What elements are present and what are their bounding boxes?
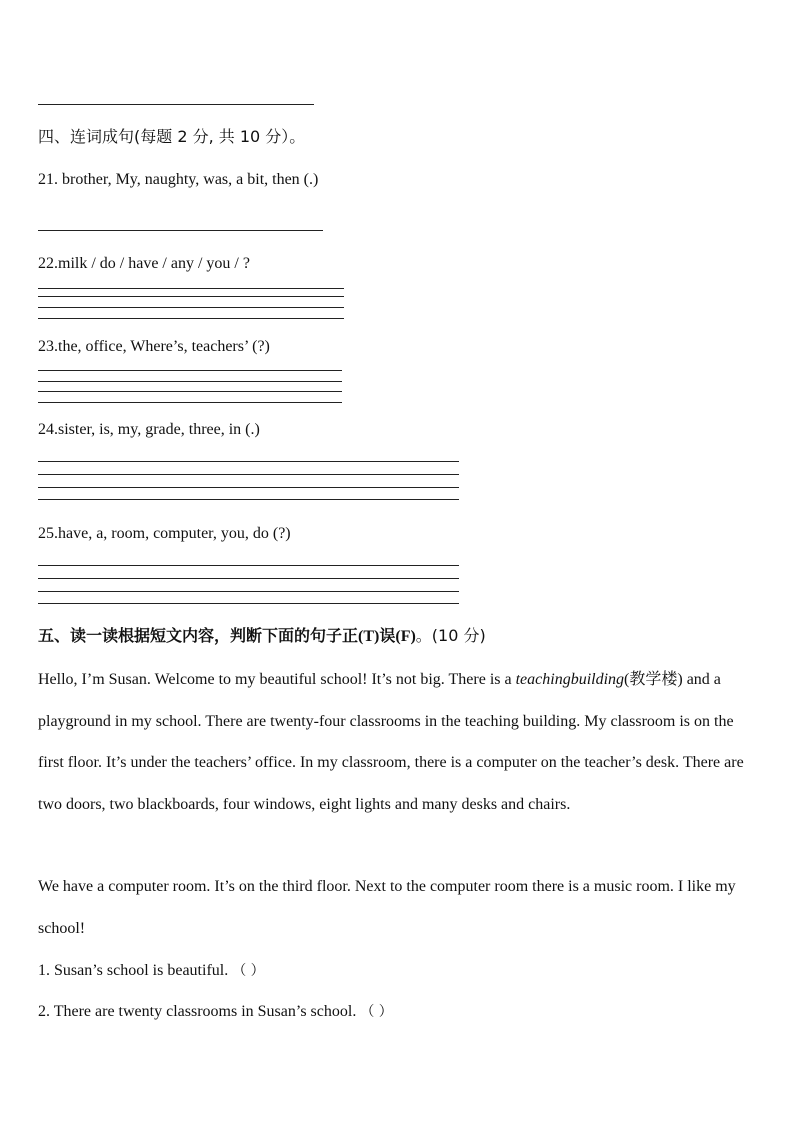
question-22: 22.milk / do / have / any / you / ? [38,255,250,272]
section5-title-f: (F) [395,628,416,645]
answer-line-23-a [38,370,342,371]
statement-1-blank[interactable]: （ ） [232,963,265,979]
passage-p1-italic: teachingbuilding [515,671,625,688]
answer-line-24-a [38,461,459,462]
question-25: 25.have, a, room, computer, you, do (?) [38,525,291,542]
passage-p1-start: Hello, I’m Susan. Welcome to my beautiful school! It’s not big. There is a [38,671,516,688]
passage-paragraph-1 [38,659,754,825]
answer-line-24-d [38,499,459,500]
answer-line-25-d [38,603,459,604]
statement-2 [38,1003,393,1021]
answer-line-21 [38,230,323,231]
section5-title-t: (T) [358,628,380,645]
answer-line-22-a [38,288,344,289]
question-23: 23.the, office, Where’s, teachers’ (?) [38,338,270,355]
section5-title-prefix: 五、读一读根据短文内容，判断下面的句子正 [38,626,359,645]
question-24: 24.sister, is, my, grade, three, in (.) [38,421,260,438]
statement-2-text: 2. There are twenty classrooms in Susan’s school. [38,1003,357,1020]
passage-p1-end: (教学楼) and a playground in my school. There are twenty-four classrooms in the teaching building. My classroom is on the first floor. It’s under the teachers’ office. In my classroom, there is a computer on the teacher’s desk. There are two doors, two blackboards, four windows, eight lights and many desks and chairs. [38,671,744,813]
section5-title [38,627,486,646]
statement-1-text: 1. Susan’s school is beautiful. [38,962,229,979]
answer-line-23-b [38,381,342,382]
answer-line-25-b [38,578,459,579]
answer-line-23-c [38,391,342,392]
answer-line-23-d [38,402,342,403]
answer-line-24-b [38,474,459,475]
statement-2-blank[interactable]: （ ） [360,1004,393,1020]
answer-line-22-c [38,307,344,308]
section4-title: 四、连词成句(每题 2 分, 共 10 分）。 [38,127,306,146]
answer-line-25-a [38,565,459,566]
question-21: 21. brother, My, naughty, was, a bit, then (.) [38,171,319,188]
statement-1 [38,962,265,980]
answer-line-22-d [38,318,344,319]
section5-title-suffix: 。(10 分) [415,626,486,645]
section5-title-mid: 误 [379,626,396,645]
answer-line-22-b [38,296,344,297]
answer-line-top [38,104,314,105]
passage-paragraph-2: We have a computer room. It’s on the third floor. Next to the computer room there is a music room. I like my school! [38,878,736,937]
answer-line-25-c [38,591,459,592]
answer-line-24-c [38,487,459,488]
